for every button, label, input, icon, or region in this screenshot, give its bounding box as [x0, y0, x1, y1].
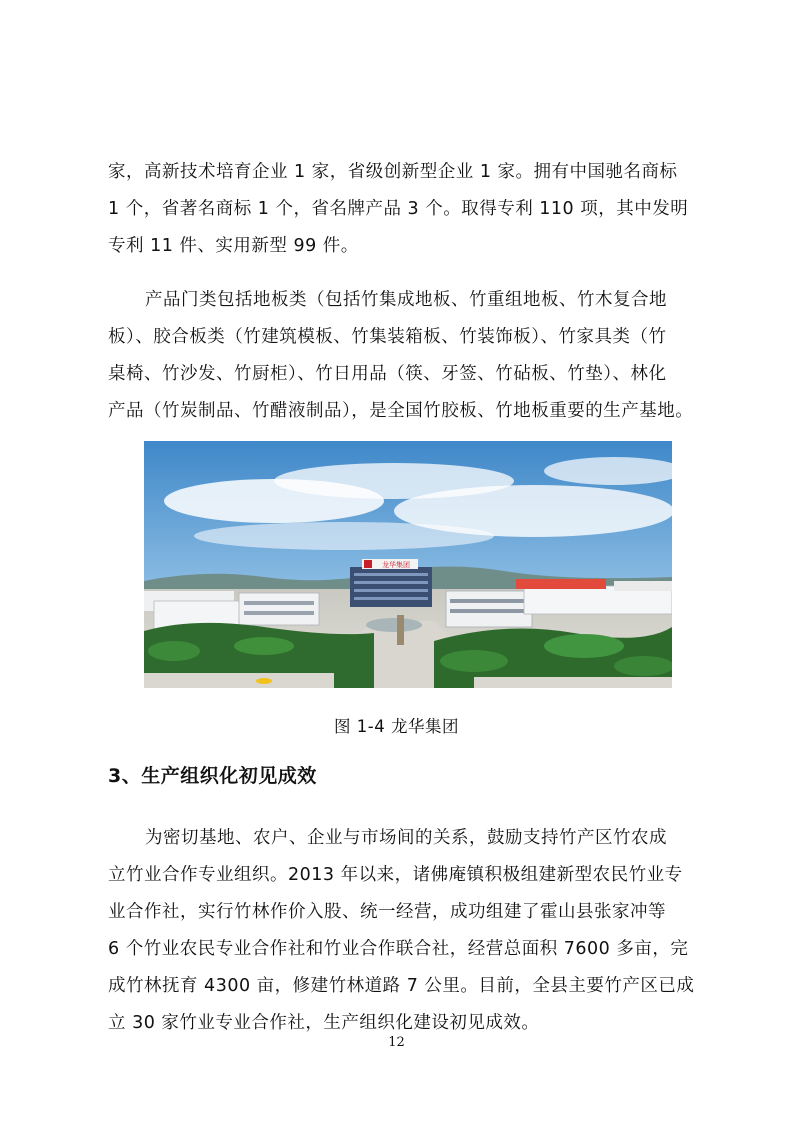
text-line: 家，高新技术培育企业 1 家，省级创新型企业 1 家。拥有中国驰名商标 — [108, 162, 678, 182]
text-line: 6 个竹业农民专业合作社和竹业合作联合社，经营总面积 7600 多亩，完 — [108, 939, 689, 959]
paragraph-organization — [108, 820, 695, 1042]
section-heading: 3、生产组织化初见成效 — [108, 765, 317, 787]
longhua-group-photo — [144, 441, 672, 688]
text-line: 立竹业合作专业组织。2013 年以来，诸佛庵镇积极组建新型农民竹业专 — [108, 865, 683, 885]
paragraph-product-categories — [108, 282, 694, 430]
text-line: 专利 11 件、实用新型 99 件。 — [108, 236, 359, 256]
paragraph-company-awards — [108, 154, 688, 265]
text-line: 为密切基地、农户、企业与市场间的关系，鼓励支持竹产区竹农成 — [145, 828, 667, 848]
text-line: 业合作社，实行竹林作价入股、统一经营，成功组建了霍山县张家冲等 — [108, 902, 666, 922]
text-line: 立 30 家竹业专业合作社，生产组织化建设初见成效。 — [108, 1013, 540, 1033]
text-line: 板）、胶合板类（竹建筑模板、竹集装箱板、竹装饰板）、竹家具类（竹 — [108, 327, 667, 347]
text-line: 产品（竹炭制品、竹醋液制品），是全国竹胶板、竹地板重要的生产基地。 — [108, 401, 694, 421]
text-line: 1 个，省著名商标 1 个，省名牌产品 3 个。取得专利 110 项，其中发明 — [108, 199, 689, 219]
text-line: 产品门类包括地板类（包括竹集成地板、竹重组地板、竹木复合地 — [145, 290, 667, 310]
text-line: 成竹林抚育 4300 亩，修建竹林道路 7 公里。目前，全县主要竹产区已成 — [108, 976, 695, 996]
page-number: 12 — [388, 1035, 405, 1050]
building-sign-text: 龙华集团 — [382, 561, 410, 569]
figure-caption: 图 1-4 龙华集团 — [334, 717, 459, 736]
text-line: 桌椅、竹沙发、竹厨柜）、竹日用品（筷、牙签、竹砧板、竹垫）、林化 — [108, 364, 667, 384]
